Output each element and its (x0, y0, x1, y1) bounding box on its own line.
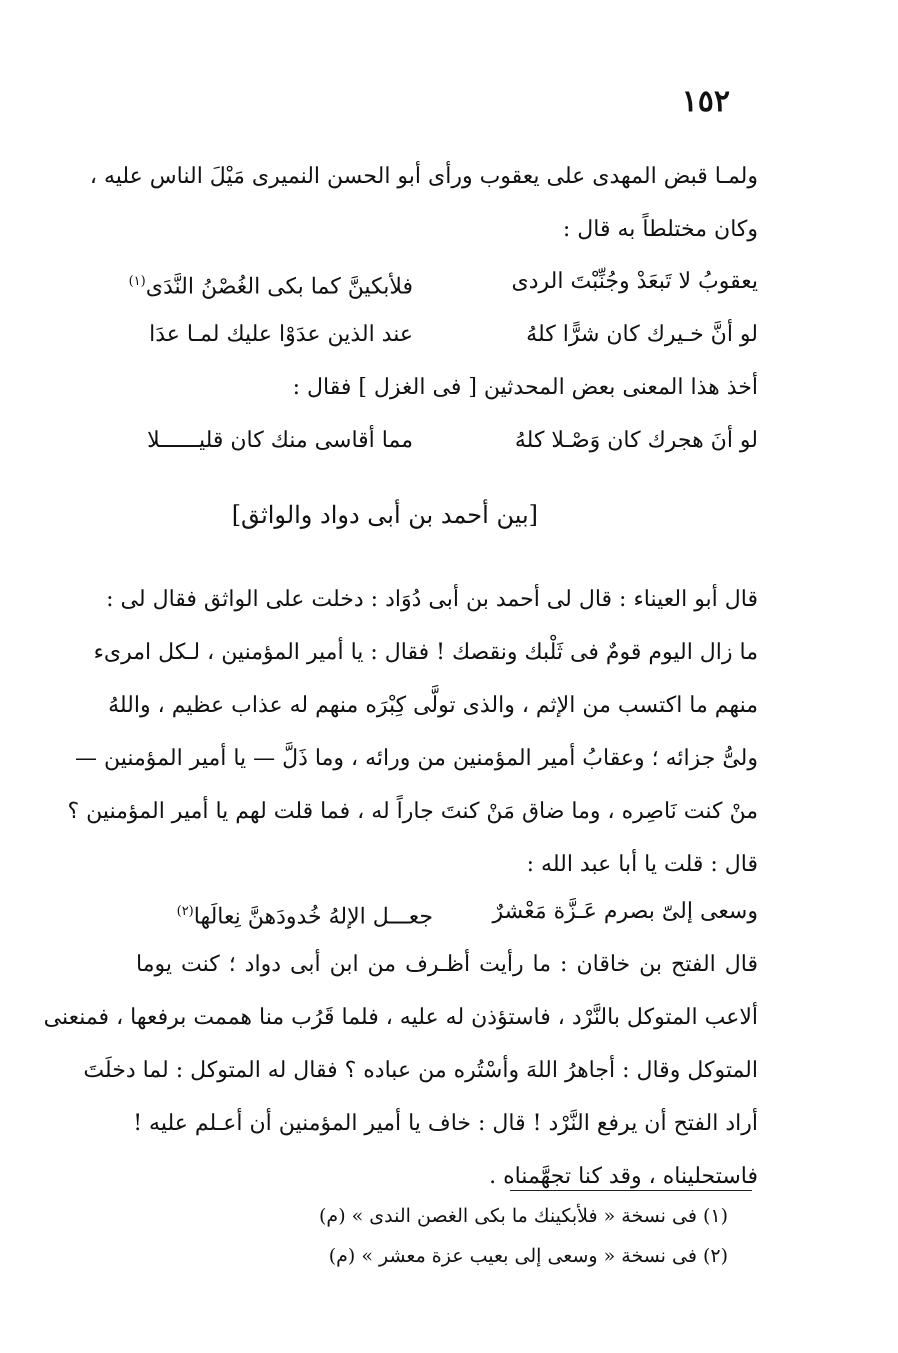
verse-hemistich-left (129, 255, 413, 308)
footnote-marker: (٢) (176, 904, 194, 919)
verse-hemistich-right: يعقوبُ لا تَبعَدْ وجُنِّبْتَ الردى (511, 269, 758, 294)
text-line: قال : قلت يا أبا عبد الله : (526, 852, 758, 877)
text-line: قال أبو العيناء : قال لى أحمد بن أبى دُوَاد : دخلت على الواثق فقال لى : (106, 587, 758, 612)
footnote-1: (١) فى نسخة « فلأبكينك ما بكى الغصن الندى » (م) (319, 1205, 728, 1227)
transition-line (136, 361, 758, 414)
verse-text: فلأبكينَّ كما بكى الغُصْنُ النَّدَى (145, 274, 413, 300)
footnote-2: (٢) فى نسخة « وسعى إلى بعيب عزة معشر » (م) (328, 1245, 728, 1267)
section-heading: [بين أحمد بن أبى دواد والواثق] (231, 501, 538, 529)
verse-hemistich-right: وسعى إلىّ بصرم عَـزَّة مَعْشرٌ (492, 899, 758, 924)
text-line: ولىُّ جزائه ؛ وعقابُ أمير المؤمنين من ورائه ، وما ذَلَّ — يا أمير المؤمنين — (74, 746, 758, 771)
verse-text: جعـــل الإلهُ خُدودَهنَّ نِعالَها (193, 904, 433, 930)
verse-hemistich-right: لو أنَ هجرك كان وَصْـلا كلهُ (514, 428, 758, 453)
text-line: أراد الفتح أن يرفع النَّرْد ! قال : خاف يا أمير المؤمنين أن أعـلم عليه ! (133, 1111, 758, 1136)
text-line: فاستحليناه ، وقد كنا تجهَّمناه . (489, 1164, 758, 1189)
text-line: المتوكل وقال : أجاهرُ اللهَ وأسْتُره من عباده ؟ فقال له المتوكل : لما دخلَتَ (83, 1058, 758, 1083)
text-line: قال الفتح بن خاقان : ما رأيت أظـرف من ابن أبى دواد ؛ كنت يوما (136, 952, 758, 977)
paragraph-1 (67, 573, 758, 891)
paragraph-2 (43, 938, 758, 1203)
text-line: وكان مختلطاً به قال : (562, 217, 758, 242)
text-line: ألاعب المتوكل بالنَّرْد ، فاستؤذن له عليه ، فلما قَرُب منا هممت برفعها ، فمنعنى (43, 1005, 758, 1030)
page-number: ١٥٢ (681, 84, 730, 119)
verse-hemistich-right: لو أنَّ خـيرك كان شرًّا كلهُ (526, 322, 758, 347)
footnote-marker: (١) (128, 274, 146, 289)
text-line: منْ كنت نَاصِره ، وما ضاق مَنْ كنتَ جاراً له ، فما قلت لهم يا أمير المؤمنين ؟ (67, 799, 758, 824)
verse-hemistich-left: مما أقاسى منك كان قليــــــلا (147, 428, 413, 453)
verse-hemistich-left (177, 885, 433, 938)
footnote-divider (510, 1190, 752, 1191)
text-line: ولمـا قبض المهدى على يعقوب ورأى أبو الحسن النميرى مَيْلَ الناس عليه ، (89, 164, 758, 189)
intro-paragraph (89, 150, 758, 256)
text-line: ما زال اليوم قومٌ فى ثَلْبك ونقصك ! فقال : يا أمير المؤمنين ، لـكل امرىء (93, 640, 758, 665)
text-line: أخذ هذا المعنى بعض المحدثين [ فى الغزل ] فقال : (292, 375, 758, 400)
text-line: منهم ما اكتسب من الإثم ، والذى تولَّى كِبْرَه منهم له عذاب عظيم ، واللهُ (108, 693, 758, 718)
verse-hemistich-left: عند الذين عدَوْا عليك لمـا عدَا (149, 322, 413, 347)
